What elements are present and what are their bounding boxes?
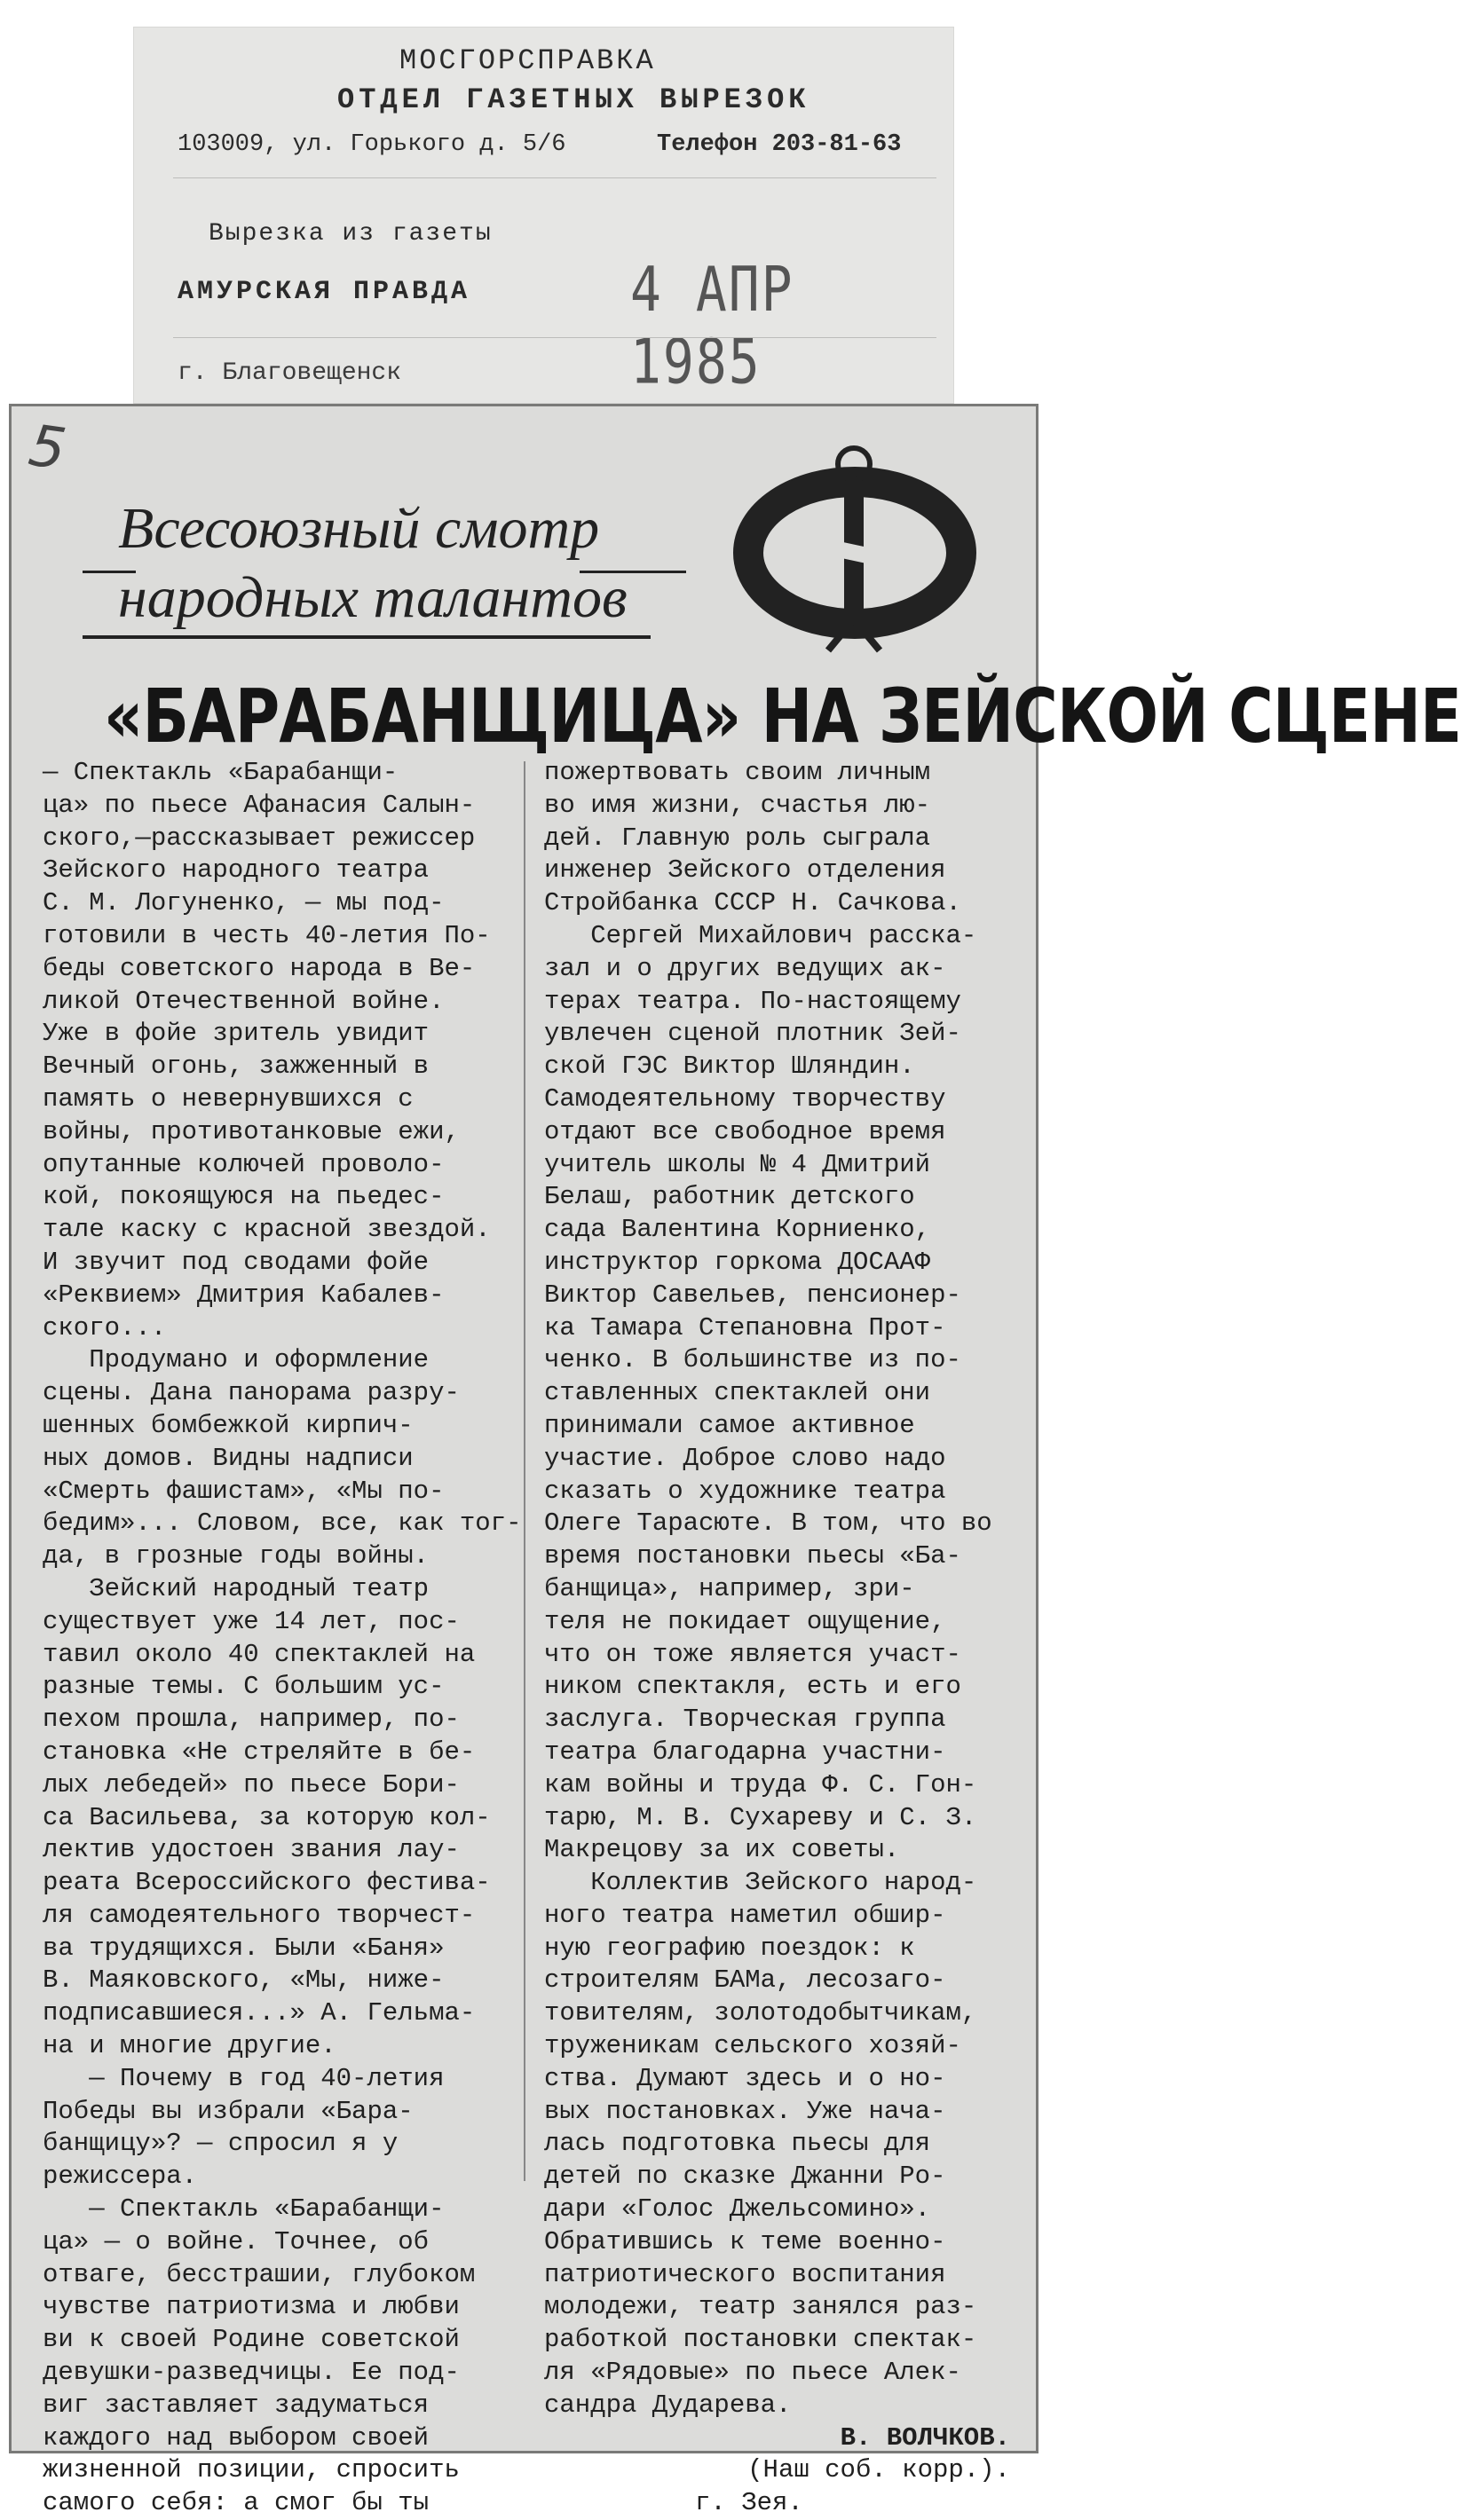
article-line: ликой Отечественной войне. xyxy=(43,986,445,1016)
newspaper-name: АМУРСКАЯ ПРАВДА xyxy=(178,277,471,307)
article-line: учитель школы № 4 Дмитрий xyxy=(544,1149,931,1179)
article-line: принимали самое активное xyxy=(544,1410,915,1440)
article-line: Сергей Михайлович расска- xyxy=(544,920,977,950)
signature-role: (Наш соб. корр.). xyxy=(747,2455,1010,2485)
article-line: кой, покоящуюся на пьедес- xyxy=(43,1182,445,1212)
city: г. Благовещенск xyxy=(178,359,402,387)
article-line: ного театра наметил обшир- xyxy=(544,1900,946,1930)
article-line: виг заставляет задуматься xyxy=(43,2390,430,2420)
article-line: И звучит под сводами фойе xyxy=(43,1247,430,1277)
article-line: шенных бомбежкой кирпич- xyxy=(43,1410,414,1440)
article-line: время постановки пьесы «Ба- xyxy=(544,1541,961,1571)
article-line: ченко. В большинстве из по- xyxy=(544,1345,961,1375)
article-line: существует уже 14 лет, пос- xyxy=(43,1606,460,1636)
article-line: труженикам сельского хозяй- xyxy=(544,2031,961,2061)
article-line: на и многие другие. xyxy=(43,2031,336,2061)
address: 103009, ул. Горького д. 5/6 xyxy=(178,131,566,158)
article-line: Стройбанка СССР Н. Сачкова. xyxy=(544,888,961,918)
festival-emblem-icon xyxy=(739,442,970,664)
article-line: кам войны и труда Ф. С. Гон- xyxy=(544,1769,977,1799)
article-line: «Смерть фашистам», «Мы по- xyxy=(43,1476,445,1506)
article-line: Победы вы избрали «Бара- xyxy=(43,2096,414,2126)
article-line: ва трудящихся. Были «Баня» xyxy=(43,1933,445,1963)
date-stamp: 4 АПР 1985 xyxy=(630,253,794,398)
article-line: бедим»... Словом, все, как тог- xyxy=(43,1508,522,1539)
article-line: подписавшиеся...» А. Гельма- xyxy=(43,1998,476,2028)
article-line: режиссера. xyxy=(43,2162,198,2192)
article-line: ка Тамара Степановна Прот- xyxy=(544,1312,946,1343)
article-left-column xyxy=(43,757,522,2520)
org-name: МОСГОРСПРАВКА xyxy=(399,44,656,77)
article-line: Виктор Савельев, пенсионер- xyxy=(544,1280,961,1310)
article-line: терах театра. По-настоящему xyxy=(544,986,961,1016)
slip-divider xyxy=(173,177,936,178)
headline: «БАРАБАНЩИЦА» НА ЗЕЙСКОЙ СЦЕНЕ xyxy=(103,673,1461,760)
article-line: строителям БАМа, лесозаго- xyxy=(544,1965,946,1996)
article-line: сцены. Дана панорама разру- xyxy=(43,1378,460,1408)
article-line: — Спектакль «Барабанщи- xyxy=(43,2194,445,2225)
article-line: да, в грозные годы войны. xyxy=(43,1541,430,1571)
article-right-column xyxy=(544,757,1010,2520)
article-line: молодежи, театр занялся раз- xyxy=(544,2292,977,2322)
phone: Телефон 203-81-63 xyxy=(657,131,902,158)
clipping-label: Вырезка из газеты xyxy=(209,220,493,248)
article-line: ви к своей Родине советской xyxy=(43,2325,460,2355)
article-line: что он тоже является участ- xyxy=(544,1639,961,1669)
article-line: ля «Рядовые» по пьесе Алек- xyxy=(544,2358,961,2388)
article-line: девушки-разведчицы. Ее под- xyxy=(43,2358,460,2388)
slip-divider xyxy=(173,337,936,338)
article-line: ства. Думают здесь и о но- xyxy=(544,2063,946,2093)
article-line: зал и о других ведущих ак- xyxy=(544,953,946,983)
article-line: Обратившись к теме военно- xyxy=(544,2226,946,2256)
article-line: Макрецову за их советы. xyxy=(544,1835,900,1865)
article-line: детей по сказке Джанни Ро- xyxy=(544,2162,946,2192)
banner-line-2: народных талантов xyxy=(118,565,628,630)
department-name: ОТДЕЛ ГАЗЕТНЫХ ВЫРЕЗОК xyxy=(337,83,810,116)
article-line: Уже в фойе зритель увидит xyxy=(43,1019,430,1049)
column-divider xyxy=(524,761,525,2181)
article-line: патриотического воспитания xyxy=(544,2259,946,2289)
article-line: Вечный огонь, зажженный в xyxy=(43,1051,430,1082)
article-line: отваге, бесстрашии, глубоком xyxy=(43,2259,476,2289)
article-line: В. Маяковского, «Мы, ниже- xyxy=(43,1965,445,1996)
article-line: ца» — о войне. Точнее, об xyxy=(43,2226,430,2256)
article-line: ской ГЭС Виктор Шляндин. xyxy=(544,1051,915,1082)
article-line: дей. Главную роль сыграла xyxy=(544,823,931,853)
article-line: Зейский народный театр xyxy=(43,1573,430,1603)
article-line: «Реквием» Дмитрия Кабалев- xyxy=(43,1280,445,1310)
article-line: войны, противотанковые ежи, xyxy=(43,1116,460,1146)
article-line: работкой постановки спектак- xyxy=(544,2325,977,2355)
article-line: сказать о художнике театра xyxy=(544,1476,946,1506)
article-line: тале каску с красной звездой. xyxy=(43,1215,491,1245)
article-line: — Спектакль «Барабанщи- xyxy=(43,758,399,787)
article-line: память о невернувшихся с xyxy=(43,1083,414,1114)
article-line: опутанные колючей проволо- xyxy=(43,1149,445,1179)
signature-city: г. Зея. xyxy=(695,2488,803,2518)
article-line: Коллектив Зейского народ- xyxy=(544,1868,977,1898)
banner-line-1: Всесоюзный смотр xyxy=(118,496,600,561)
article-line: банщица», например, зри- xyxy=(544,1573,915,1603)
article-line: участие. Доброе слово надо xyxy=(544,1443,946,1473)
newspaper-clipping xyxy=(9,404,1461,2518)
article-line: беды советского народа в Ве- xyxy=(43,953,476,983)
article-line: Зейского народного театра xyxy=(43,855,430,886)
article-line: театра благодарна участни- xyxy=(544,1736,946,1767)
article-line: реата Всероссийского фестива- xyxy=(43,1868,491,1898)
article-line: лектив удостоен звания лау- xyxy=(43,1835,460,1865)
article-line: тарю, М. В. Сухареву и С. З. xyxy=(544,1802,977,1832)
article-line: ником спектакля, есть и его xyxy=(544,1672,961,1702)
article-line: дари «Голос Джельсомино». xyxy=(544,2194,931,2225)
article-line: теля не покидает ощущение, xyxy=(544,1606,946,1636)
article-line: — Почему в год 40-летия xyxy=(43,2063,445,2093)
article-line: товителям, золотодобытчикам, xyxy=(544,1998,977,2028)
article-line: лась подготовка пьесы для xyxy=(544,2129,931,2159)
article-line: во имя жизни, счастья лю- xyxy=(544,790,931,820)
signature-name: В. ВОЛЧКОВ. xyxy=(840,2422,1010,2453)
banner-rule xyxy=(83,635,651,639)
section-banner xyxy=(83,477,651,637)
clipping-service-slip xyxy=(133,27,954,404)
handwritten-number: 5 xyxy=(25,413,70,484)
article-line: инженер Зейского отделения xyxy=(544,855,946,886)
article-line: Олеге Тарасюте. В том, что во xyxy=(544,1508,992,1539)
article-line: сандра Дударева. xyxy=(544,2390,792,2420)
article-line: ца» по пьесе Афанасия Салын- xyxy=(43,790,476,820)
article-line: банщицу»? — спросил я у xyxy=(43,2129,399,2159)
article-line: заслуга. Творческая группа xyxy=(544,1705,946,1735)
article-line: са Васильева, за которую кол- xyxy=(43,1802,491,1832)
article-line: сада Валентина Корниенко, xyxy=(544,1215,931,1245)
article-line: чувстве патриотизма и любви xyxy=(43,2292,460,2322)
article-line: ную географию поездок: к xyxy=(544,1933,915,1963)
article-line: инструктор горкома ДОСААФ xyxy=(544,1247,931,1277)
article-line: становка «Не стреляйте в бе- xyxy=(43,1736,476,1767)
article-line: ского,—рассказывает режиссер xyxy=(43,823,476,853)
article-line: ставленных спектаклей они xyxy=(544,1378,931,1408)
article-line: пожертвовать своим личным xyxy=(544,758,931,787)
article-line: ля самодеятельного творчест- xyxy=(43,1900,476,1930)
article-line: самого себя: а смог бы ты xyxy=(43,2488,430,2518)
article-line: Самодеятельному творчеству xyxy=(544,1083,946,1114)
article-line: каждого над выбором своей xyxy=(43,2422,430,2453)
article-line: вых постановках. Уже нача- xyxy=(544,2096,946,2126)
article-line: жизненной позиции, спросить xyxy=(43,2455,460,2485)
article-line: Белаш, работник детского xyxy=(544,1182,915,1212)
article-line: Продумано и оформление xyxy=(43,1345,430,1375)
article-line: лых лебедей» по пьесе Бори- xyxy=(43,1769,460,1799)
article-line: ского... xyxy=(43,1312,167,1343)
article-line: увлечен сценой плотник Зей- xyxy=(544,1019,961,1049)
article-line: готовили в честь 40-летия По- xyxy=(43,920,491,950)
article-line: пехом прошла, например, по- xyxy=(43,1705,460,1735)
article-line: отдают все свободное время xyxy=(544,1116,946,1146)
article-line: С. М. Логуненко, — мы под- xyxy=(43,888,445,918)
article-line: ных домов. Видны надписи xyxy=(43,1443,414,1473)
article-line: разные темы. С большим ус- xyxy=(43,1672,445,1702)
article-line: тавил около 40 спектаклей на xyxy=(43,1639,476,1669)
